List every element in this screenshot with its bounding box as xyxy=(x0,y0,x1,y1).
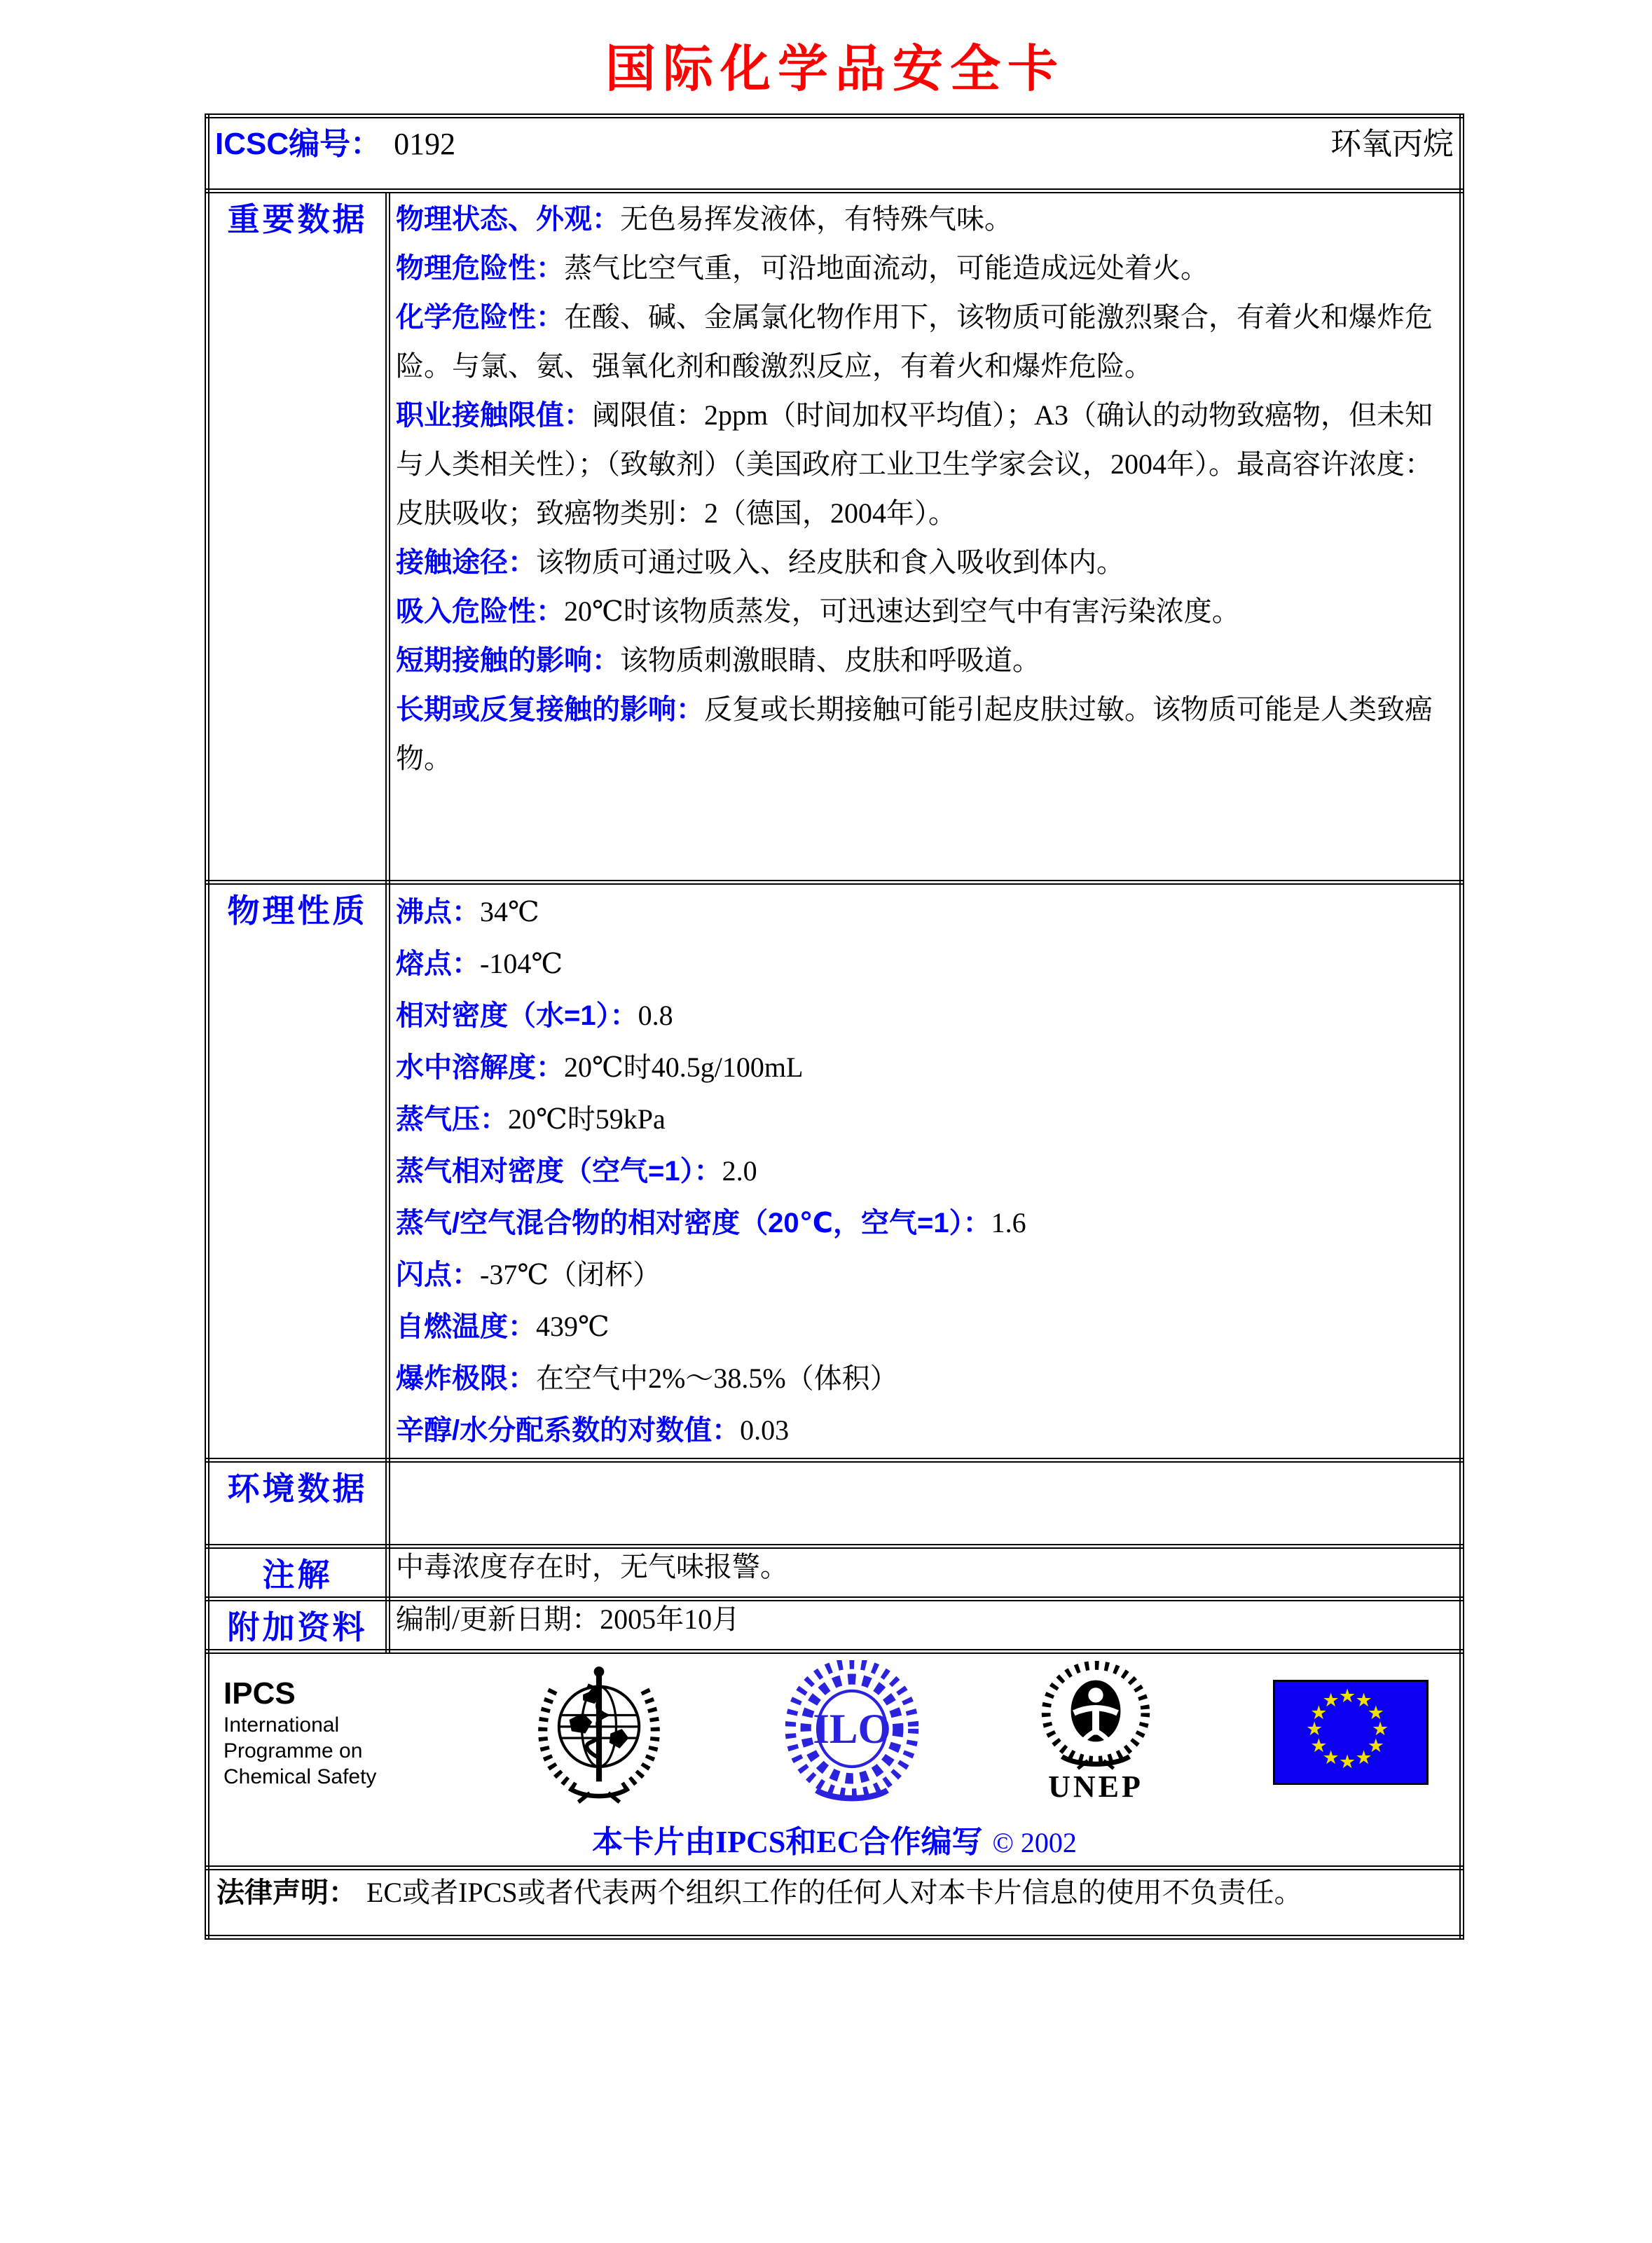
property-entry xyxy=(396,938,1452,990)
property-entry xyxy=(396,244,1452,293)
property-value: 34℃ xyxy=(480,896,539,927)
logos-cell xyxy=(207,1652,1462,1868)
property-value: 0.03 xyxy=(740,1414,790,1446)
legal-label: 法律声明： xyxy=(216,1877,357,1908)
property-entry xyxy=(396,587,1452,636)
property-label: 相对密度（水=1）： xyxy=(396,1000,638,1031)
ilo-logo-icon xyxy=(785,1660,918,1804)
row-label-additional-info: 附加资料 xyxy=(207,1599,388,1652)
property-entry xyxy=(396,1249,1452,1301)
property-entry xyxy=(396,1197,1452,1249)
property-value: 1.6 xyxy=(991,1207,1026,1238)
additional-info-content xyxy=(388,1599,1462,1652)
eu-star: ★ xyxy=(1322,1746,1340,1768)
property-value: 中毒浓度存在时，无气味报警。 xyxy=(396,1551,788,1582)
environmental-data-content xyxy=(388,1461,1462,1547)
cooperation-caption xyxy=(219,1816,1450,1861)
property-value: -37℃（闭杯） xyxy=(480,1259,661,1290)
property-value: 439℃ xyxy=(536,1311,610,1342)
property-label: 吸入危险性： xyxy=(396,596,564,627)
icsc-number-label: ICSC编号： xyxy=(215,127,382,161)
row-label-environmental-data: 环境数据 xyxy=(207,1461,388,1547)
property-label: 辛醇/水分配系数的对数值： xyxy=(396,1415,741,1446)
page-title: 国际化学品安全卡 xyxy=(605,41,1065,97)
cooperation-caption-text: 本卡片由IPCS和EC合作编写 xyxy=(592,1825,983,1859)
ipcs-subtitle-line2: Programme on xyxy=(223,1739,363,1762)
property-label: 闪点： xyxy=(396,1259,480,1290)
property-value: 该物质可通过吸入、经皮肤和食入吸收到体内。 xyxy=(536,546,1124,578)
property-entry xyxy=(396,990,1452,1042)
notes-content xyxy=(388,1547,1462,1599)
legal-text: EC或者IPCS或者代表两个组织工作的任何人对本卡片信息的使用不负责任。 xyxy=(366,1877,1302,1908)
physical-properties-content xyxy=(388,883,1462,1461)
property-entry xyxy=(396,195,1452,244)
property-entry xyxy=(396,1145,1452,1197)
property-label: 水中溶解度： xyxy=(396,1052,564,1083)
notes-row xyxy=(207,1547,1462,1599)
icsc-header-row xyxy=(207,116,1462,191)
logos-row xyxy=(207,1652,1462,1868)
property-entry xyxy=(396,538,1452,587)
property-entry xyxy=(396,1093,1452,1145)
property-entry xyxy=(396,1042,1452,1093)
property-value: 无色易挥发液体，有特殊气味。 xyxy=(620,203,1012,235)
eu-star: ★ xyxy=(1372,1718,1389,1739)
row-label-important-data: 重要数据 xyxy=(207,191,388,883)
property-value: 阈限值：2ppm（时间加权平均值）；A3（确认的动物致癌物，但未知与人类相关性）；（致敏剂）（美国政府工业卫生学家会议，2004年）。最高容许浓度：皮肤吸收；致癌物类别：2（德国，2004年）。 xyxy=(396,399,1433,529)
important-data-row xyxy=(207,191,1462,883)
important-data-content xyxy=(388,191,1462,883)
property-entry xyxy=(396,1301,1452,1353)
physical-properties-row xyxy=(207,883,1462,1461)
icsc-number-value: 0192 xyxy=(394,127,456,161)
property-label: 物理状态、外观： xyxy=(396,204,620,235)
unep-wordmark: UNEP xyxy=(1048,1769,1143,1804)
ipcs-text-block xyxy=(223,1676,413,1790)
property-label: 接触途径： xyxy=(396,547,536,578)
safety-card-table xyxy=(205,113,1464,1940)
eu-star: ★ xyxy=(1355,1690,1372,1711)
property-value: 20℃时59kPa xyxy=(508,1103,666,1135)
chemical-name: 环氧丙烷 xyxy=(1330,127,1454,161)
eu-flag-icon xyxy=(1273,1680,1429,1785)
legal-notice xyxy=(207,1868,1462,1938)
property-value: 反复或长期接触可能引起皮肤过敏。该物质可能是人类致癌物。 xyxy=(396,693,1433,774)
property-label: 职业接触限值： xyxy=(396,400,592,431)
eu-star: ★ xyxy=(1306,1718,1323,1739)
eu-star: ★ xyxy=(1310,1734,1328,1756)
property-label: 沸点： xyxy=(396,897,480,927)
property-entry xyxy=(396,1353,1452,1405)
copyright-year: © 2002 xyxy=(992,1827,1077,1858)
eu-star: ★ xyxy=(1355,1746,1372,1768)
environmental-data-row xyxy=(207,1461,1462,1547)
row-label-physical-properties: 物理性质 xyxy=(207,883,388,1461)
property-value: 在空气中2%～38.5%（体积） xyxy=(536,1362,898,1394)
property-value: 蒸气比空气重，可沿地面流动，可能造成远处着火。 xyxy=(564,252,1209,284)
eu-star: ★ xyxy=(1367,1702,1384,1723)
property-value: 2.0 xyxy=(722,1155,757,1187)
property-label: 爆炸极限： xyxy=(396,1363,536,1394)
property-entry xyxy=(396,1405,1452,1456)
property-label: 长期或反复接触的影响： xyxy=(396,694,704,725)
icsc-number-group xyxy=(215,118,455,163)
property-entry xyxy=(396,293,1452,391)
property-label: 蒸气压： xyxy=(396,1104,508,1135)
property-label: 蒸气相对密度（空气=1）： xyxy=(396,1156,722,1187)
property-value: -104℃ xyxy=(480,948,563,979)
property-value: 20℃时该物质蒸发，可迅速达到空气中有害污染浓度。 xyxy=(564,595,1240,627)
row-label-notes: 注解 xyxy=(207,1547,388,1599)
who-logo-icon xyxy=(530,1660,668,1804)
property-entry xyxy=(396,1603,1452,1636)
ipcs-title: IPCS xyxy=(223,1676,296,1711)
eu-star: ★ xyxy=(1310,1702,1328,1723)
property-entry xyxy=(396,1550,1452,1584)
property-label: 物理危险性： xyxy=(396,253,564,284)
eu-star: ★ xyxy=(1339,1751,1356,1772)
svg-text:ILO: ILO xyxy=(813,1706,891,1753)
property-label: 化学危险性： xyxy=(396,302,564,333)
property-entry xyxy=(396,685,1452,783)
property-value: 20℃时40.5g/100mL xyxy=(564,1051,804,1083)
icsc-header-cell xyxy=(207,116,1462,191)
eu-star: ★ xyxy=(1322,1690,1340,1711)
property-value: 在酸、碱、金属氯化物作用下，该物质可能激烈聚合，有着火和爆炸危险。与氯、氨、强氧化剂和酸激烈反应，有着火和爆炸危险。 xyxy=(396,301,1433,382)
eu-star: ★ xyxy=(1367,1734,1384,1756)
ipcs-subtitle-line3: Chemical Safety xyxy=(223,1765,377,1788)
property-value: 0.8 xyxy=(638,1000,673,1031)
legal-row xyxy=(207,1868,1462,1938)
property-value: 编制/更新日期：2005年10月 xyxy=(396,1603,741,1635)
property-entry xyxy=(396,886,1452,938)
additional-info-row xyxy=(207,1599,1462,1652)
unep-logo-icon xyxy=(1036,1661,1155,1804)
property-label: 蒸气/空气混合物的相对密度（20℃，空气=1）： xyxy=(396,1208,991,1238)
property-entry xyxy=(396,636,1452,685)
property-value: 该物质刺激眼睛、皮肤和呼吸道。 xyxy=(620,644,1040,676)
ipcs-subtitle-line1: International xyxy=(223,1713,340,1737)
property-label: 自燃温度： xyxy=(396,1311,536,1342)
property-entry xyxy=(396,391,1452,538)
property-label: 短期接触的影响： xyxy=(396,645,620,676)
eu-star: ★ xyxy=(1339,1685,1356,1706)
property-label: 熔点： xyxy=(396,948,480,979)
